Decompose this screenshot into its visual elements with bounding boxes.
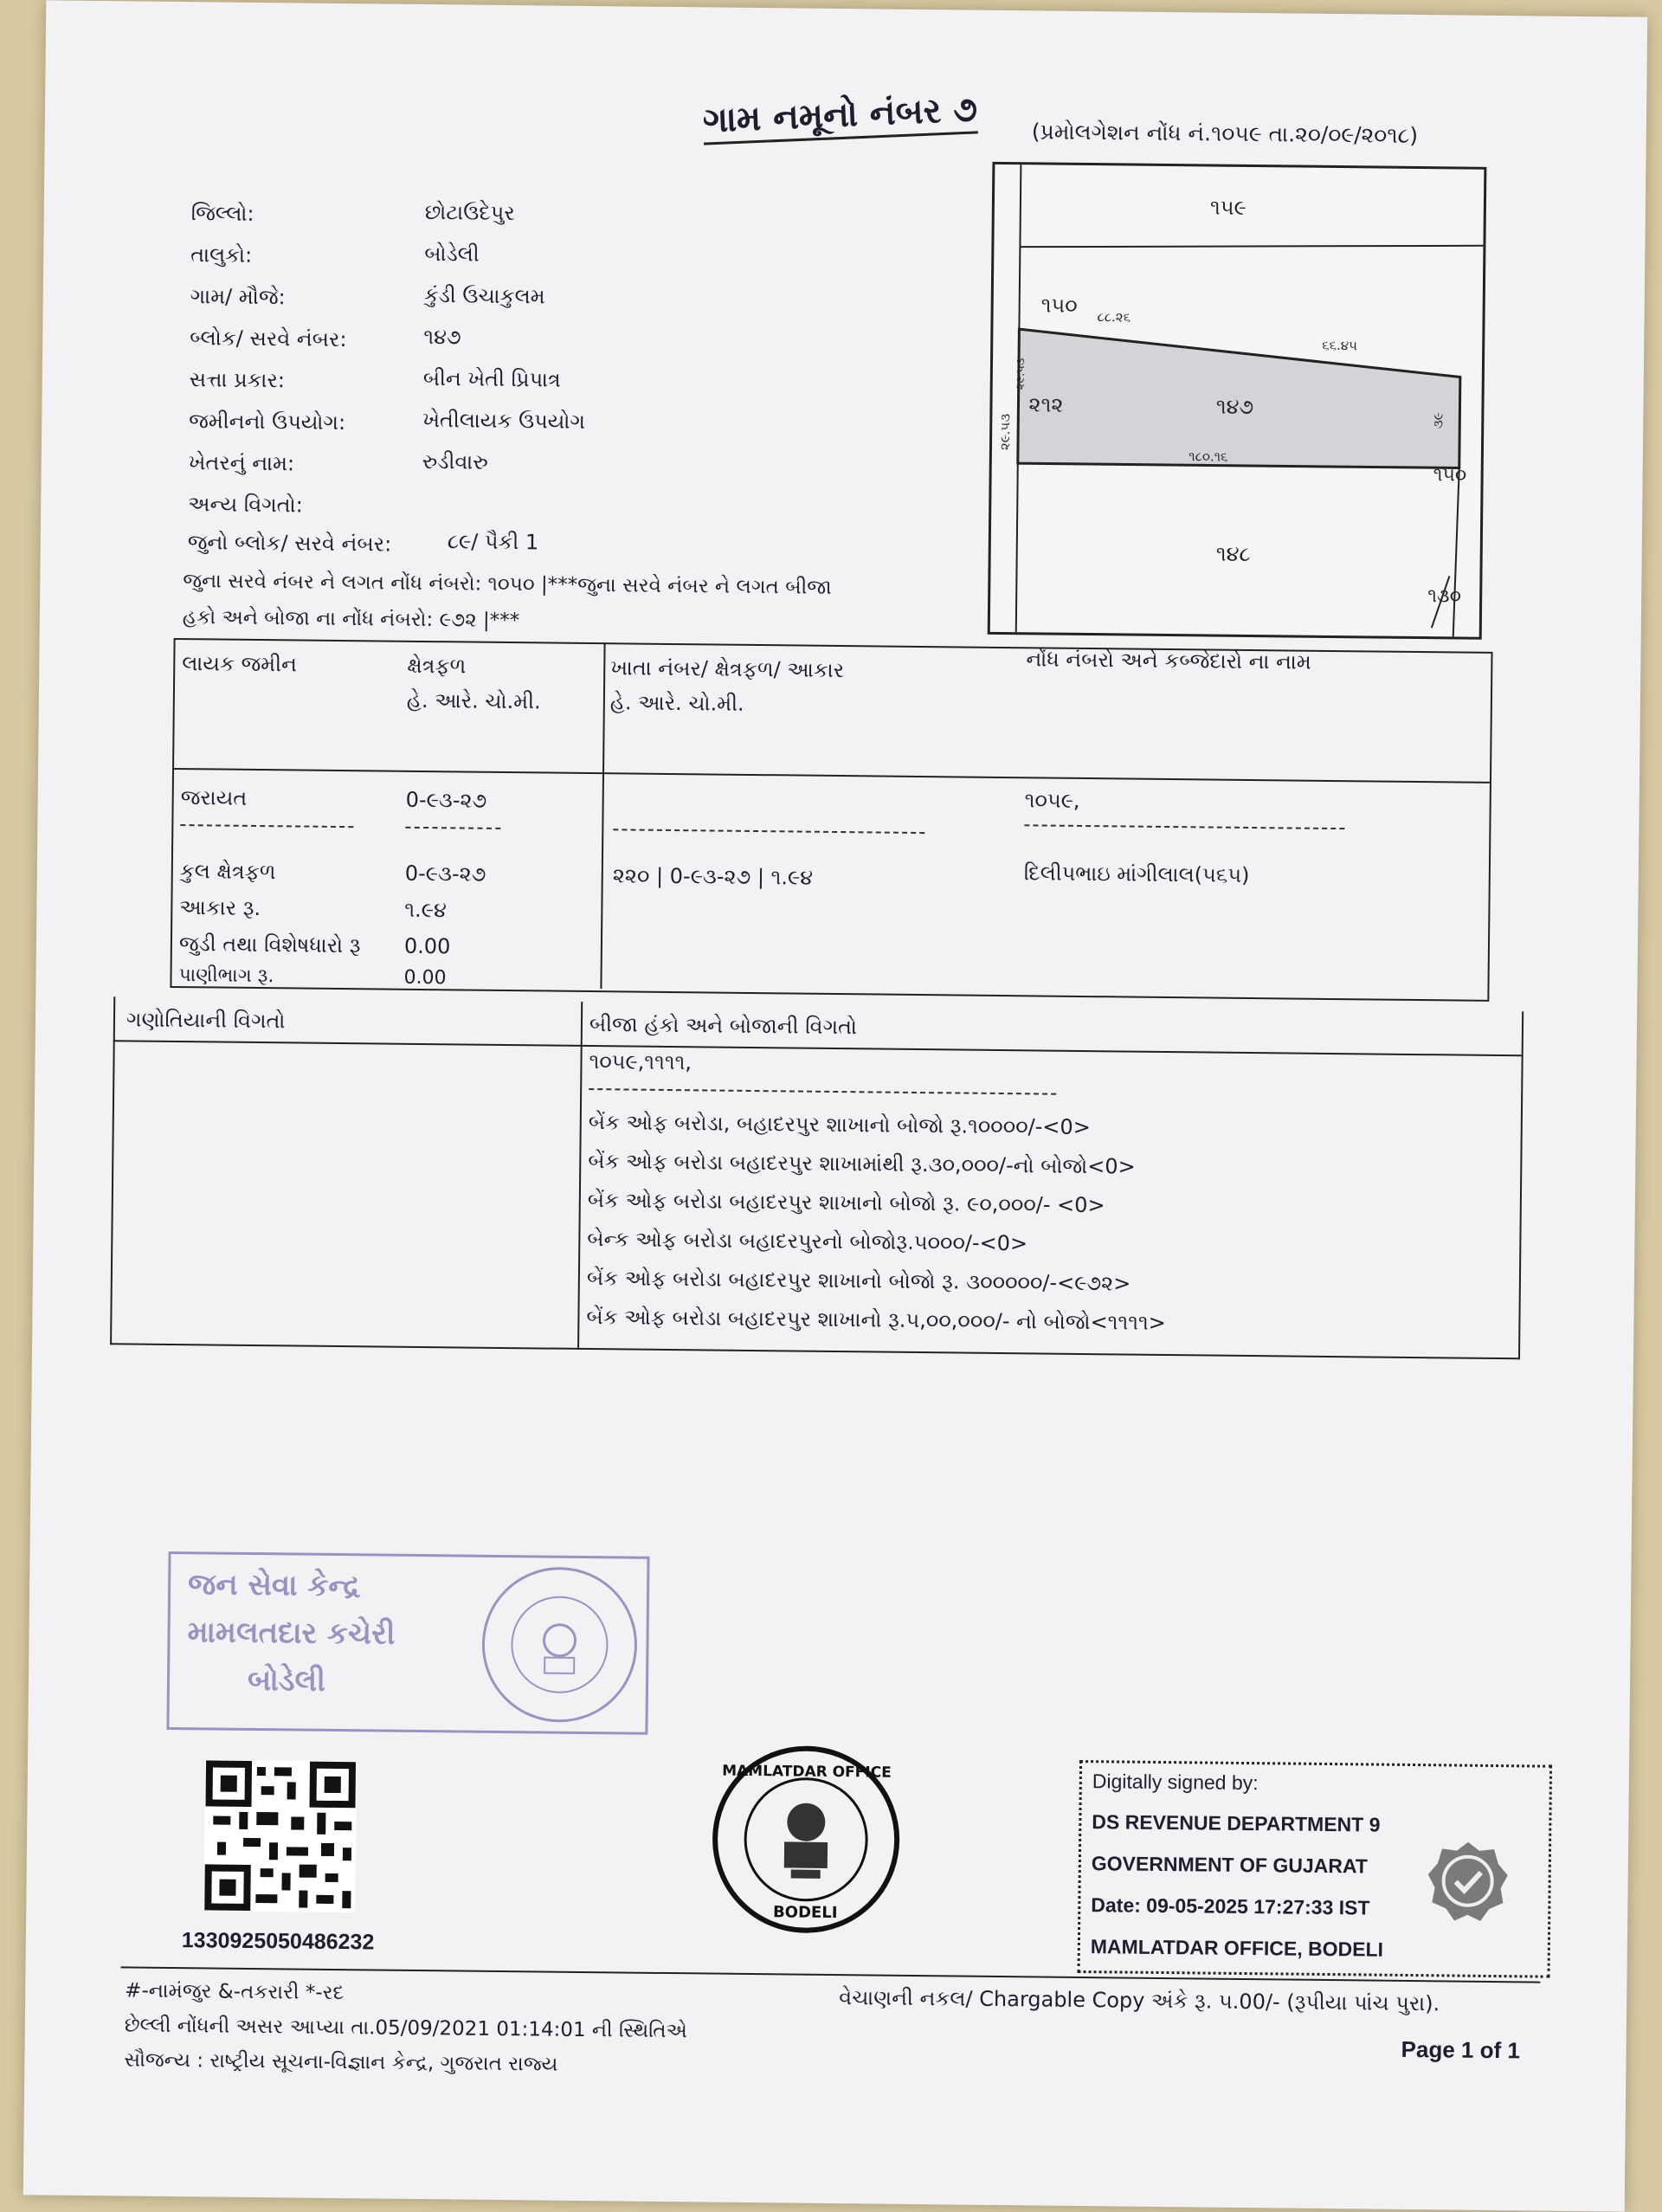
tenure-value: બીન ખેતી પ્રિપાત્ર [422, 365, 561, 392]
sig-line-2: GOVERNMENT OF GUJARAT [1091, 1852, 1369, 1878]
col-area-sub: હે. આરે. ચો.મી. [406, 687, 541, 714]
taluka-value: બોડેલી [424, 241, 480, 267]
rights-note-numbers: ૧૦૫૯,૧૧૧૧, [589, 1049, 692, 1075]
document-title: ગામ નમૂનો નંબર ૭ [702, 89, 978, 145]
parcel-159-label: ૧૫૯ [1209, 195, 1246, 220]
old-survey-note-2: હકો અને બોજા ના નોંધ નંબરો: ૯૭૨ |*** [182, 606, 520, 633]
col-khata-header: ખાતા નંબર/ ક્ષેત્રફળ/ આકાર [610, 655, 845, 683]
qr-number: 1330925050486232 [181, 1928, 375, 1955]
col-owners-header: નોંધ નંબરો અને કબ્જેદારો ના નામ [1026, 647, 1311, 674]
jan-seva-kendra-stamp [166, 1551, 649, 1735]
irrigated-label: જરાયત [180, 785, 248, 810]
field-name-value: રુડીવારુ [422, 448, 488, 474]
district-label: જિલ્લો: [190, 201, 254, 226]
water-value: 0.00 [403, 966, 447, 990]
qr-code-icon [203, 1759, 357, 1912]
owner-name: દિલીપભાઇ માંગીલાલ(૫૬૫) [1023, 861, 1250, 887]
mamlatdar-seal-icon [705, 1738, 906, 1939]
irrigated-value: 0-૯૩-૨૭ [405, 787, 487, 813]
village-value: કુંડી ઉચાકુલમ [423, 282, 545, 309]
sig-line-3: Date: 09-05-2025 17:27:33 IST [1091, 1893, 1370, 1919]
sig-line-4: MAMLATDAR OFFICE, BODELI [1090, 1935, 1384, 1961]
land-table [170, 638, 1492, 1002]
assessment-value: ૧.૯૪ [404, 897, 447, 923]
tenant-details-header: ગણોતિયાની વિગતો [126, 1007, 286, 1034]
parcel-150-top-label: ૧૫૦ [1040, 293, 1078, 318]
survey-value: ૧૪૭ [423, 324, 461, 350]
sketch-top-line [1020, 241, 1483, 252]
dim-top-left: ૮૮.૨૬ [1097, 309, 1131, 326]
other-details-label: અન્ય વિગતો: [188, 492, 303, 518]
seal-top-text: MAMLATDAR OFFICE [722, 1762, 892, 1782]
assessment-label: આકાર રૂ. [179, 895, 261, 921]
land-use-label: જમીનનો ઉપયોગ: [189, 409, 346, 435]
district-value: છોટાઉદેપુર [424, 199, 515, 226]
col-khata-sub: હે. આરે. ચો.મી. [609, 690, 744, 716]
qr-code[interactable] [203, 1759, 357, 1912]
parcel-148-label: ૧૪૮ [1215, 541, 1251, 566]
rights-table [110, 996, 1524, 1359]
document-page [23, 0, 1647, 2211]
encumbrance-entry: બેન્ક ઓફ બરોડા બહાદરપુરનો બોજોરૂ.૫૦૦૦/-<0> [587, 1227, 1028, 1256]
encumbrance-entry: બેંક ઓફ બરોડા, બહાદરપુર શાખાનો બોજો રૂ.૧૦૦૦૦/-<0> [588, 1110, 1091, 1140]
total-area-value: 0-૯૩-૨૭ [404, 861, 486, 887]
col-area-header: ક્ષેત્રફળ [407, 653, 467, 679]
dim-bottom: ૧૮૦.૧૬ [1189, 448, 1228, 465]
parcel-147-label: ૧૪૭ [1215, 394, 1254, 420]
parcel-150-right-label: ૧૫૦ [1433, 464, 1467, 487]
water-label: પાણીભાગ રૂ. [178, 964, 274, 988]
page-number: Page 1 of 1 [1401, 2035, 1521, 2064]
parcel-130-label: ૧૩૦ [1427, 585, 1462, 608]
dim-left: ૨૯.૫૩ [996, 413, 1014, 451]
sig-line-1: DS REVENUE DEPARTMENT 9 [1092, 1810, 1381, 1836]
land-use-value: ખેતીલાયક ઉપયોગ [422, 407, 586, 434]
encumbrance-entry: બેંક ઓફ બરોડા બહાદરપુર શાખાનો રૂ.૫,૦૦,૦૦૦/- નો બોજો<૧૧૧૧> [586, 1305, 1166, 1336]
old-block-value: ૮૯/ પૈકી 1 [447, 529, 539, 555]
survey-sketch-map [988, 162, 1487, 640]
footer-chargeable-copy: વેચાણની નકલ/ Chargable Copy અંકે રૂ. ૫.00/- (રૂપીયા પાંચ પુરા). [839, 1985, 1440, 2016]
survey-label: બ્લોક/ સરવે નંબર: [190, 326, 347, 352]
old-survey-note-1: જુના સરવે નંબર ને લગત નોંધ નંબરો: ૧૦૫૦ |***જુના સરવે નંબર ને લગત બીજા [183, 570, 832, 599]
seal-bottom-text: BODELI [772, 1903, 838, 1923]
encumbrance-entry: બેંક ઓફ બરોડા બહાદરપુર શાખાનો બોજો રૂ. ૯૦,૦૦૦/- <0> [587, 1188, 1105, 1218]
stamp-line-2: મામલતદાર કચેરી [187, 1615, 396, 1652]
encumbrance-entry: બેંક ઓફ બરોડા બહાદરપુર શાખાનો બોજો રૂ. ૩૦૦૦૦૦/-<૯૭૨> [586, 1266, 1131, 1296]
old-block-label: જુનો બ્લોક/ સરવે નંબર: [187, 530, 392, 557]
judi-label: જુડી તથા વિશેષધારો રૂ [178, 932, 361, 958]
sketch-right-line [1453, 468, 1459, 636]
verified-check-icon [1427, 1840, 1510, 1923]
parcel-212-label: ૨૧૨ [1028, 392, 1064, 417]
judi-value: 0.00 [403, 933, 451, 959]
col-land-type-header: લાયક જમીન [182, 651, 298, 677]
footer-effect-date: છેલ્લી નોંધની અસર આપ્યા તા.05/09/2021 01:14:01 ની સ્થિતિએ [124, 2014, 688, 2043]
stamp-line-1: જન સેવા કેન્દ્ર [187, 1567, 361, 1604]
dim-top-right: ૬૬.૪૫ [1322, 337, 1358, 354]
taluka-label: તાલુકો: [190, 242, 253, 268]
dim-right: ૩૯ [1430, 412, 1446, 429]
footer-courtesy: સૌજન્ય : રાષ્ટ્રીય સૂચના-વિજ્ઞાન કેન્દ્ર, ગુજરાત રાજ્ય [124, 2048, 558, 2076]
encumbrance-entry: બેંક ઓફ બરોડા બહાદરપુર શાખામાંથી રૂ.૩૦,૦૦૦/-નો બોજો<0> [588, 1149, 1136, 1179]
sig-heading: Digitally signed by: [1092, 1770, 1259, 1795]
promulgation-note: (પ્રમોલગેશન નોંધ નં.૧૦૫૯ તા.૨૦/૦૯/૨૦૧૮) [1031, 119, 1419, 148]
tenure-label: સત્તા પ્રકાર: [189, 367, 286, 393]
stamp-emblem-icon [476, 1562, 642, 1728]
field-name-label: ખેતરનું નામ: [188, 450, 295, 476]
village-label: ગામ/ મૌજે: [190, 284, 286, 310]
digital-signature-box [1078, 1760, 1553, 1978]
khata-value: ૨૨૦ | 0-૯૩-૨૭ | ૧.૯૪ [612, 863, 814, 890]
other-rights-header: બીજા હંકો અને બોજાની વિગતો [589, 1012, 858, 1040]
footer-legend: #-નામંજુર &-તકરારી *-રદ [125, 1979, 345, 2005]
sketch-svg [990, 164, 1485, 637]
stamp-line-3: બોડેલી [247, 1662, 326, 1699]
dim-left-inner: ૨૯.૫૩ [1014, 358, 1028, 390]
owner-note-number: ૧૦૫૯, [1024, 788, 1080, 813]
total-area-label: કુલ ક્ષેત્રફળ [179, 859, 276, 885]
